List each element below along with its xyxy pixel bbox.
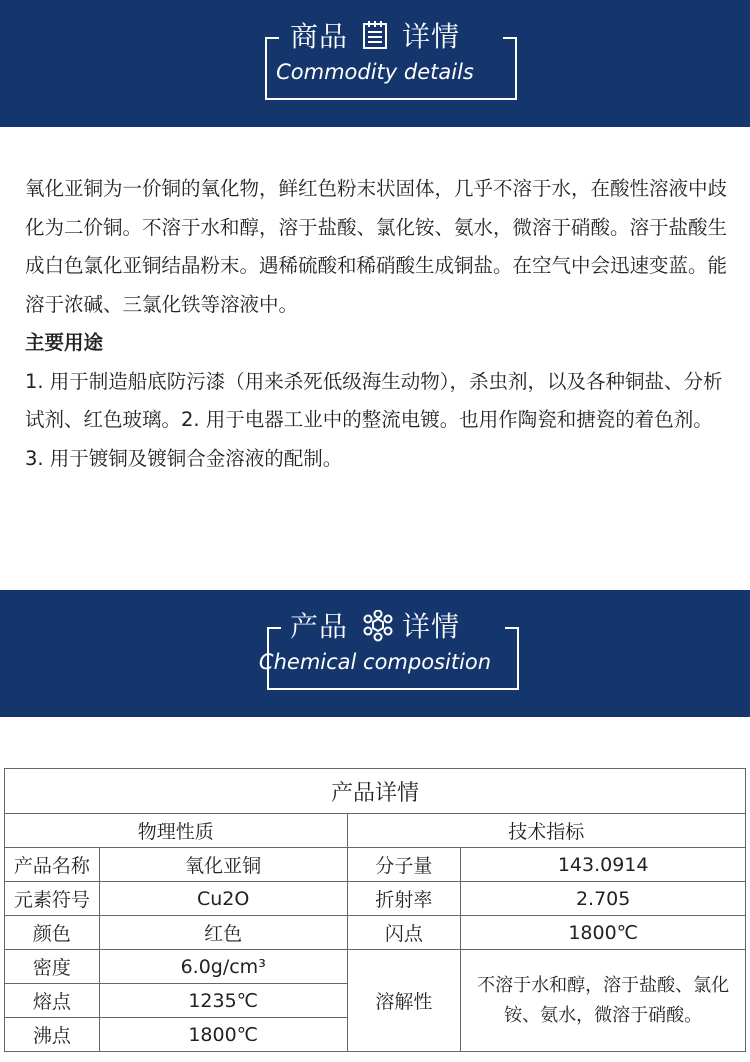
row-value: 1235℃ [99, 984, 347, 1018]
banner-subtitle: Chemical composition [258, 650, 492, 674]
row-label: 分子量 [347, 848, 461, 882]
row-label: 元素符号 [5, 882, 100, 916]
row-value: 红色 [99, 916, 347, 950]
row-value: 2.705 [461, 882, 746, 916]
banner-title-right: 详情 [402, 20, 461, 53]
banner-title [0, 15, 750, 55]
row-label: 沸点 [5, 1018, 100, 1052]
table-row [5, 916, 746, 950]
molecule-icon [360, 610, 390, 640]
row-value: 氧化亚铜 [99, 848, 347, 882]
row-label: 折射率 [347, 882, 461, 916]
chemical-composition-banner [0, 590, 750, 717]
row-value: Cu2O [99, 882, 347, 916]
solubility-label: 溶解性 [347, 950, 461, 1052]
banner-title-left: 商品 [289, 20, 348, 53]
uses-paragraph: 1. 用于制造船底防污漆（用来杀死低级海生动物），杀虫剂，以及各种铜盐、分析试剂、红色玻璃。2. 用于电器工业中的整流电镀。也用作陶瓷和搪瓷的着色剂。3. 用于镀铜及镀铜合金溶液的配制。 [25, 369, 723, 470]
table-row [5, 848, 746, 882]
solubility-value: 不溶于水和醇，溶于盐酸、氯化铵、氨水，微溶于硝酸。 [461, 950, 746, 1052]
banner-subtitle: Commodity details [276, 60, 474, 84]
table-title: 产品详情 [5, 769, 746, 814]
row-value: 1800℃ [99, 1018, 347, 1052]
row-label: 产品名称 [5, 848, 100, 882]
banner-title-left: 产品 [289, 610, 348, 643]
column-header-physical: 物理性质 [5, 814, 348, 848]
row-label: 熔点 [5, 984, 100, 1018]
product-description [25, 170, 730, 478]
row-label: 颜色 [5, 916, 100, 950]
banner-title-right: 详情 [402, 610, 461, 643]
table-row [5, 950, 746, 984]
column-header-technical: 技术指标 [347, 814, 745, 848]
description-paragraph: 氧化亚铜为一价铜的氧化物，鲜红色粉末状固体，几乎不溶于水，在酸性溶液中歧化为二价铜。不溶于水和醇，溶于盐酸、氯化铵、氨水，微溶于硝酸。溶于盐酸生成白色氯化亚铜结晶粉末。遇稀硫酸和稀硝酸生成铜盐。在空气中会迅速变蓝。能溶于浓碱、三氯化铁等溶液中。 [25, 177, 728, 316]
commodity-details-banner [0, 0, 750, 127]
table-row [5, 882, 746, 916]
row-value: 1800℃ [461, 916, 746, 950]
row-label: 密度 [5, 950, 100, 984]
uses-heading: 主要用途 [25, 331, 104, 354]
row-label: 闪点 [347, 916, 461, 950]
notepad-icon [360, 20, 390, 50]
product-spec-table [4, 768, 746, 1052]
row-value: 143.0914 [461, 848, 746, 882]
banner-title [0, 605, 750, 645]
row-value: 6.0g/cm³ [99, 950, 347, 984]
